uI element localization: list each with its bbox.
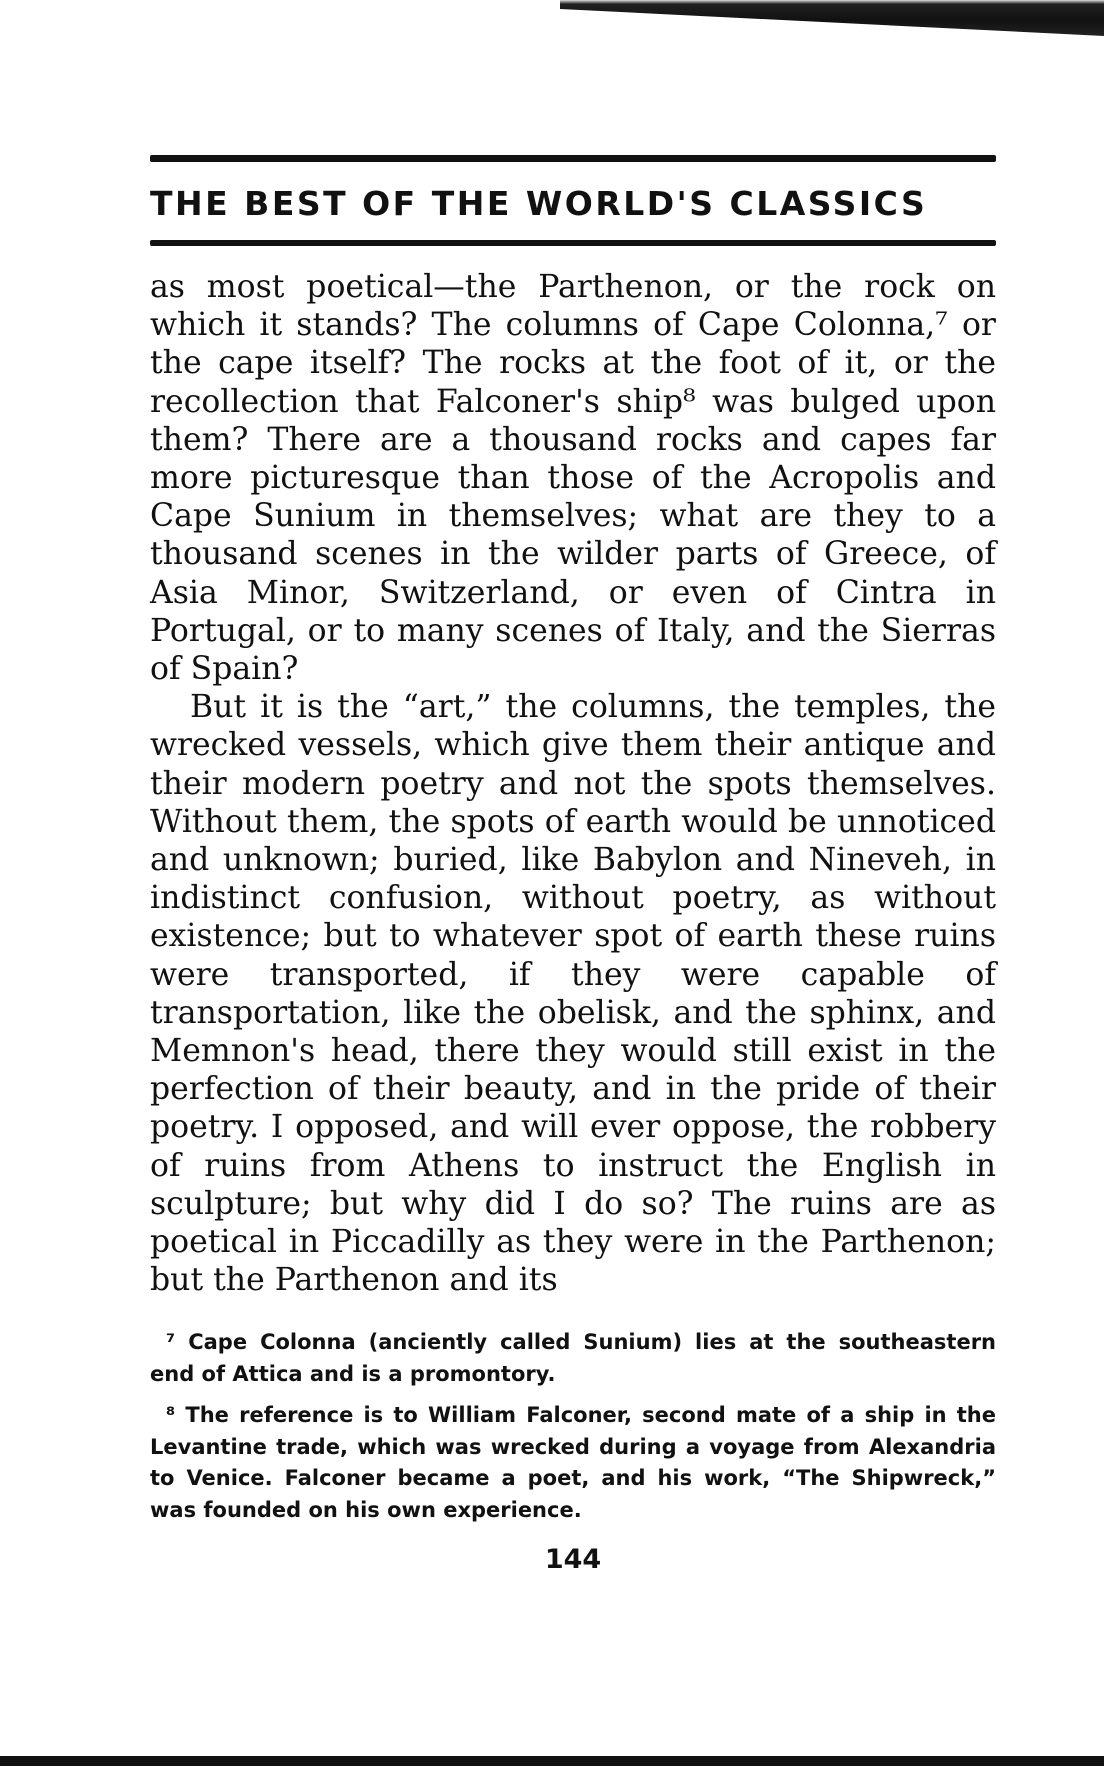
book-page	[150, 150, 996, 1575]
header-rule-top	[150, 155, 996, 162]
paragraph: as most poetical—the Parthenon, or the rock on which it stands? The columns of Cape Colonna,⁷ or the cape itself? The rocks at the foot of it, or the recollection that Falconer's ship⁸ was bulged upon them? There are a thousand rocks and capes far more picturesque than those of the Acropolis and Cape Sunium in themselves; what are they to a thousand scenes in the wilder parts of Greece, of Asia Minor, Switzerland, or even of Cintra in Portugal, or to many scenes of Italy, and the Sierras of Spain?	[150, 269, 996, 688]
footnote-text: Cape Colonna (anciently called Sunium) lies at the southeastern end of Attica and is a promontory.	[150, 1330, 997, 1386]
footnote	[150, 1400, 996, 1526]
footnote-text: The reference is to William Falconer, second mate of a ship in the Levantine trade, which was wrecked during a voyage from Alexandria to Venice. Falconer became a poet, and his work, “The Shipwreck,” was founded on his own experience.	[150, 1403, 997, 1522]
page-number: 144	[544, 1544, 602, 1576]
body-text	[150, 268, 996, 1299]
scan-edge-bar	[0, 1756, 1104, 1766]
scan-shadow	[560, 0, 1104, 36]
footnotes	[150, 1327, 996, 1526]
footnote-marker: ⁸	[166, 1403, 176, 1428]
paragraph: But it is the “art,” the columns, the temples, the wrecked vessels, which give them their antique and their modern poetry and not the spots themselves. Without them, the spots of earth would be unnoticed and unknown; buried, like Babylon and Nineveh, in indistinct confusion, without poetry, as without existence; but to whatever spot of earth these ruins were transported, if they were capable of transportation, like the obelisk, and the sphinx, and Memnon's head, there they would still exist in the perfection of their beauty, and in the pride of their poetry. I opposed, and will ever oppose, the robbery of ruins from Athens to instruct the English in sculpture; but why did I do so? The ruins are as poetical in Piccadilly as they were in the Parthenon; but the Parthenon and its	[150, 689, 996, 1299]
header-rule-bottom	[150, 240, 996, 246]
running-title: THE BEST OF THE WORLD'S CLASSICS	[150, 184, 928, 223]
footnote-marker: ⁷	[166, 1330, 176, 1355]
footnote	[150, 1327, 996, 1390]
